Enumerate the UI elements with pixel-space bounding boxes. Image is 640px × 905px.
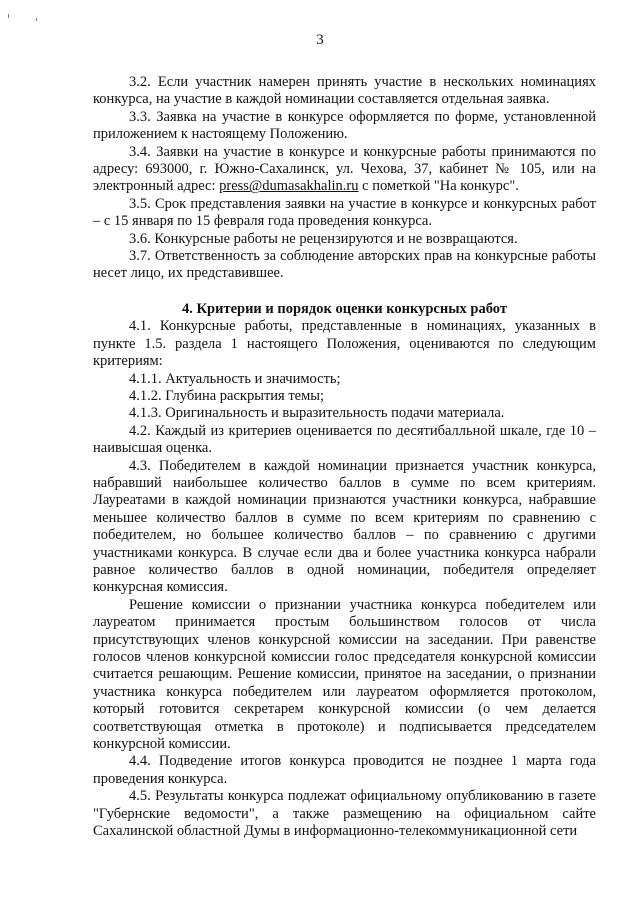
paragraph-4-2: 4.2. Каждый из критериев оценивается по десятибалльной шкале, где 10 – наивысшая оценка. (93, 422, 596, 457)
paragraph-4-5: 4.5. Результаты конкурса подлежат официальному опубликованию в газете "Губернские ведомости", а также размещению на официальном сайте Сахалинской областной Думы в информационно-телекоммуникационной сети (93, 788, 596, 840)
paragraph-3-4 (93, 144, 596, 196)
paragraph-3-7: 3.7. Ответственность за соблюдение авторских прав на конкурсные работы несет лицо, их представившее. (93, 248, 596, 282)
paragraph-4-4: 4.4. Подведение итогов конкурса проводится не позднее 1 марта года проведения конкурса. (93, 753, 596, 787)
paragraph-3-3: 3.3. Заявка на участие в конкурсе оформляется по форме, установленной приложением к настоящему Положению. (93, 108, 596, 143)
page-number: 3 (316, 32, 324, 48)
criterion-4-1-2: 4.1.2. Глубина раскрытия темы; (129, 387, 325, 404)
paragraph-4-3: 4.3. Победителем в каждой номинации признается участник конкурса, набравший наибольшее количество баллов в сумме по всем критериям. Лауреатами в каждой номинации признаются участники конкурса, набравшие меньшее количество баллов в сумме по всем критериям по сравнению с победителем, но большее количество баллов – по сравнению с другими участниками конкурса. В случае если два и более участника конкурса набрали равное количество баллов в одной номинации, победителя определяет конкурсная комиссия. (93, 457, 596, 596)
paragraph-3-2: 3.2. Если участник намерен принять участие в нескольких номинациях конкурса, на участие в каждой номинации составляется отдельная заявка. (93, 74, 596, 108)
page-body (93, 74, 596, 840)
paragraph-4-1: 4.1. Конкурсные работы, представленные в номинациях, указанных в пункте 1.5. раздела 1 настоящего Положения, оцениваются по следующим критериям: (93, 318, 596, 370)
paragraph-3-4-text-after: с пометкой "На конкурс". (358, 178, 519, 195)
criterion-4-1-3: 4.1.3. Оригинальность и выразительность подачи материала. (129, 405, 505, 422)
paragraph-3-4-text-before: 3.4. Заявки на участие в конкурсе и конкурсные работы принимаются по адресу: 693000, г. Южно-Сахалинск, ул. Чехова, 37, кабинет № 105, или на электронный адрес: (93, 143, 596, 195)
paragraph-3-5: 3.5. Срок представления заявки на участие в конкурсе и конкурсных работ – с 15 января по 15 февраля года проведения конкурса. (93, 195, 596, 230)
paragraph-3-6: 3.6. Конкурсные работы не рецензируются и не возвращаются. (129, 230, 518, 247)
scan-mark (36, 18, 37, 21)
paragraph-decision: Решение комиссии о признании участника конкурса победителем или лауреатом принимается простым большинством голосов от числа присутствующих членов конкурсной комиссии на заседании. При равенстве голосов членов конкурсной комиссии голос председателя конкурсной комиссии считается решающим. Решение комиссии, принятое на заседании, о признании участника конкурса победителем или лауреатом оформляется протоколом, который готовится секретарем конкурсной комиссии (о чем делается соответствующая отметка в протоколе) и подписывается председателем конкурсной комиссии. (93, 596, 596, 753)
scan-mark (8, 14, 9, 18)
criterion-4-1-1: 4.1.1. Актуальность и значимость; (129, 370, 341, 387)
email-link[interactable]: press@dumasakhalin.ru (219, 178, 359, 195)
section-4-heading: 4. Критерии и порядок оценки конкурсных работ (182, 300, 507, 317)
